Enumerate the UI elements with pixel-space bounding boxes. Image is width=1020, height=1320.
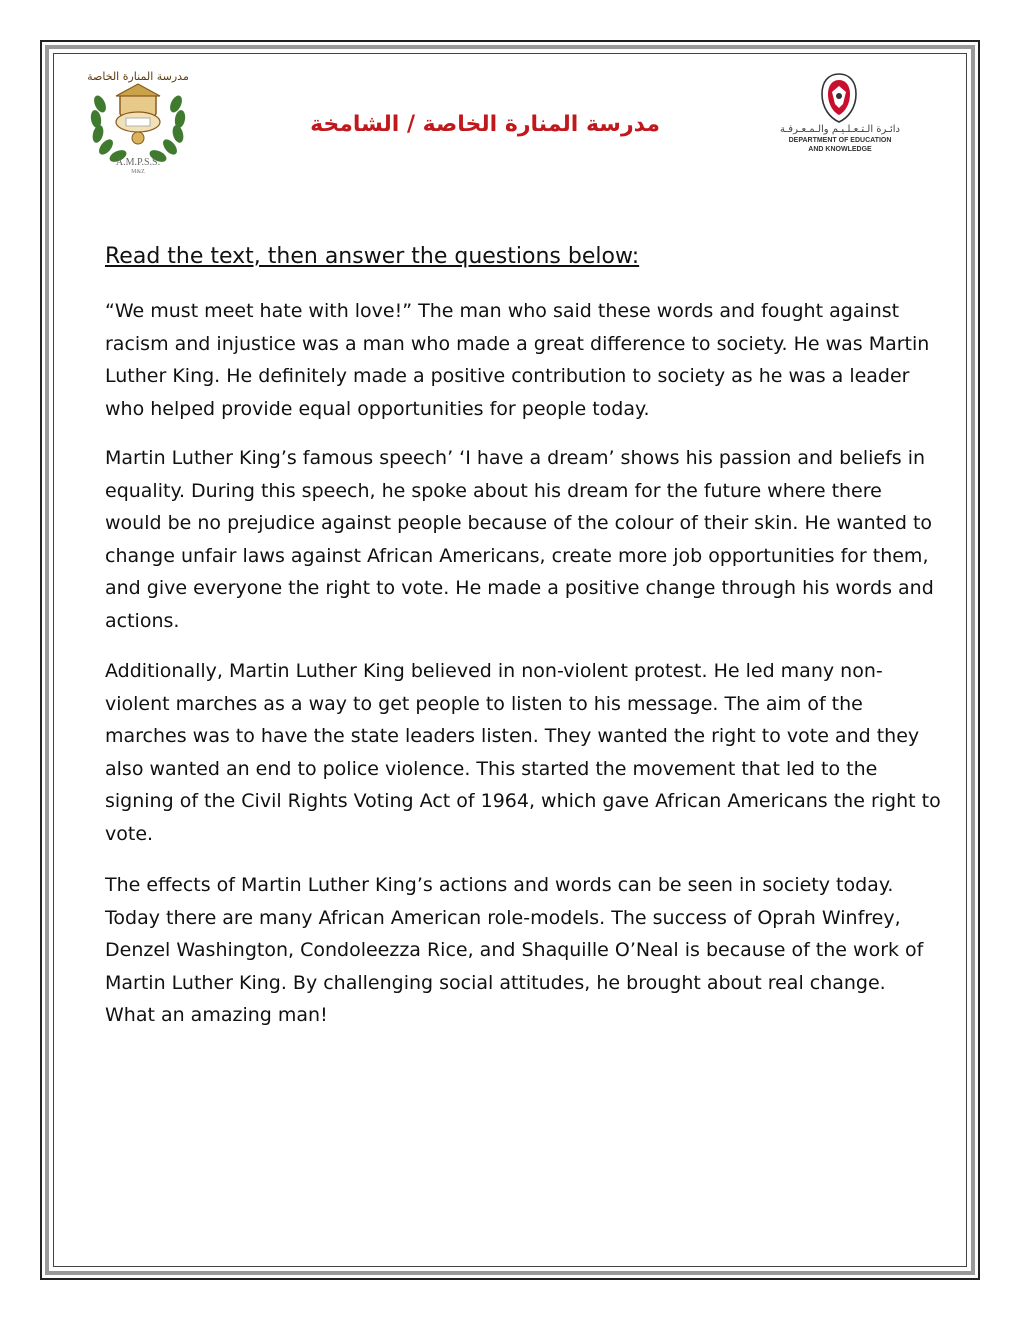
text-line: Luther King. He definitely made a positive contribution to society as he was a leader [105,365,910,387]
falcon-emblem-icon [818,72,860,124]
text-line: The effects of Martin Luther King’s actions and words can be seen in society today. [105,874,894,896]
text-line: change unfair laws against African Americans, create more job opportunities for them, [105,544,929,567]
text-line: racism and injustice was a man who made a great difference to society. He was Martin [105,332,930,355]
paragraph-2 [105,442,935,637]
text-line: marches was to have the state leaders listen. They wanted the right to vote and they [105,725,920,747]
crest-arabic-text: مدرسة المنارة الخاصة [87,70,189,83]
adek-name-ar: دائـرة الـتـعـلـيـم والـمـعـرفـة [780,124,900,135]
school-crest-icon [86,64,190,174]
adek-name-en-line1: DEPARTMENT OF EDUCATION [788,137,892,144]
text-line: actions. [105,609,180,632]
text-line: Martin Luther King’s famous speech’ ‘I have a dream’ shows his passion and beliefs in [105,447,926,469]
text-line: violent marches as a way to get people to listen to his message. The aim of the [105,692,863,715]
text-line: Additionally, Martin Luther King believed in non-violent protest. He led many non- [105,660,883,682]
text-line: equality. During this speech, he spoke about his dream for the future where there [105,479,882,502]
adek-name [770,124,910,154]
text-line: “We must meet hate with love!” The man who said these words and fought against [105,300,900,322]
crest-caption: A.M.P.S.S. [115,157,161,168]
instruction-heading: Read the text, then answer the questions below: [105,244,640,269]
text-line: also wanted an end to police violence. This started the movement that led to the [105,757,878,780]
text-line: and give everyone the right to vote. He made a positive change through his words and [105,577,934,599]
text-line: Martin Luther King. By challenging social attitudes, he brought about real change. [105,971,886,994]
adek-name-en-line2: AND KNOWLEDGE [808,146,872,153]
text-line: vote. [105,822,154,845]
text-line: would be no prejudice against people because of the colour of their skin. He wanted to [105,512,933,534]
text-line: Today there are many African American role-models. The success of Oprah Winfrey, [105,906,901,929]
text-line: What an amazing man! [105,1004,328,1026]
text-line: who helped provide equal opportunities for people today. [105,397,650,420]
paragraph-4 [105,869,935,1032]
school-title: مدرسة المنارة الخاصة / الشامخة [310,112,660,137]
text-line: Denzel Washington, Condoleezza Rice, and Shaquille O’Neal is because of the work of [105,939,924,961]
paragraph-3 [105,655,941,850]
text-line: signing of the Civil Rights Voting Act of 1964, which gave African Americans the right to [105,790,941,812]
paragraph-1 [105,295,935,425]
crest-subcaption: M&Z [131,169,145,174]
